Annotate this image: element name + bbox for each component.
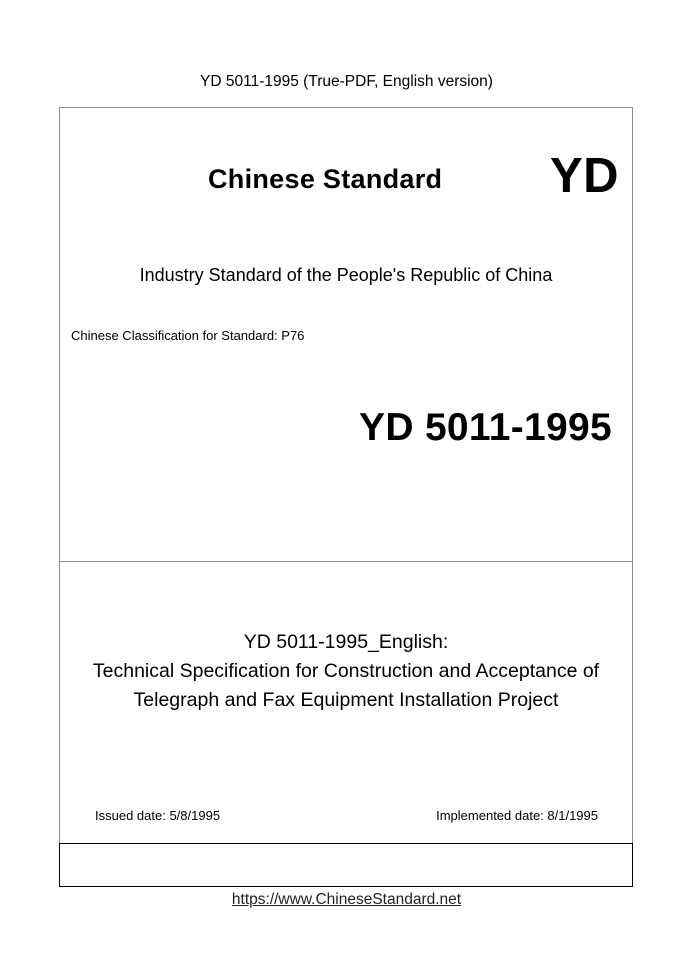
cover-bottom-box — [59, 843, 633, 887]
title-line-sub: Telegraph and Fax Equipment Installation Project — [133, 689, 559, 711]
standard-number: YD 5011-1995 — [359, 406, 612, 449]
document-header-label: YD 5011-1995 (True-PDF, English version) — [200, 73, 493, 90]
document-title — [60, 628, 632, 715]
standard-code-mark: YD — [550, 149, 620, 203]
title-line-main: Technical Specification for Construction and Acceptance of — [92, 660, 600, 682]
website-link[interactable]: https://www.ChineseStandard.net — [231, 891, 462, 908]
industry-standard-line: Industry Standard of the People's Republic of China — [139, 265, 553, 285]
issued-date: Issued date: 5/8/1995 — [95, 808, 221, 823]
implemented-date: Implemented date: 8/1/1995 — [436, 808, 598, 823]
cover-top-panel — [59, 107, 633, 562]
classification-label: Chinese Classification for Standard: P76 — [71, 328, 305, 343]
standard-type-title: Chinese Standard — [208, 164, 443, 194]
footer — [0, 891, 693, 909]
title-line-code: YD 5011-1995_English: — [243, 631, 449, 653]
cover-title-panel — [59, 561, 633, 844]
